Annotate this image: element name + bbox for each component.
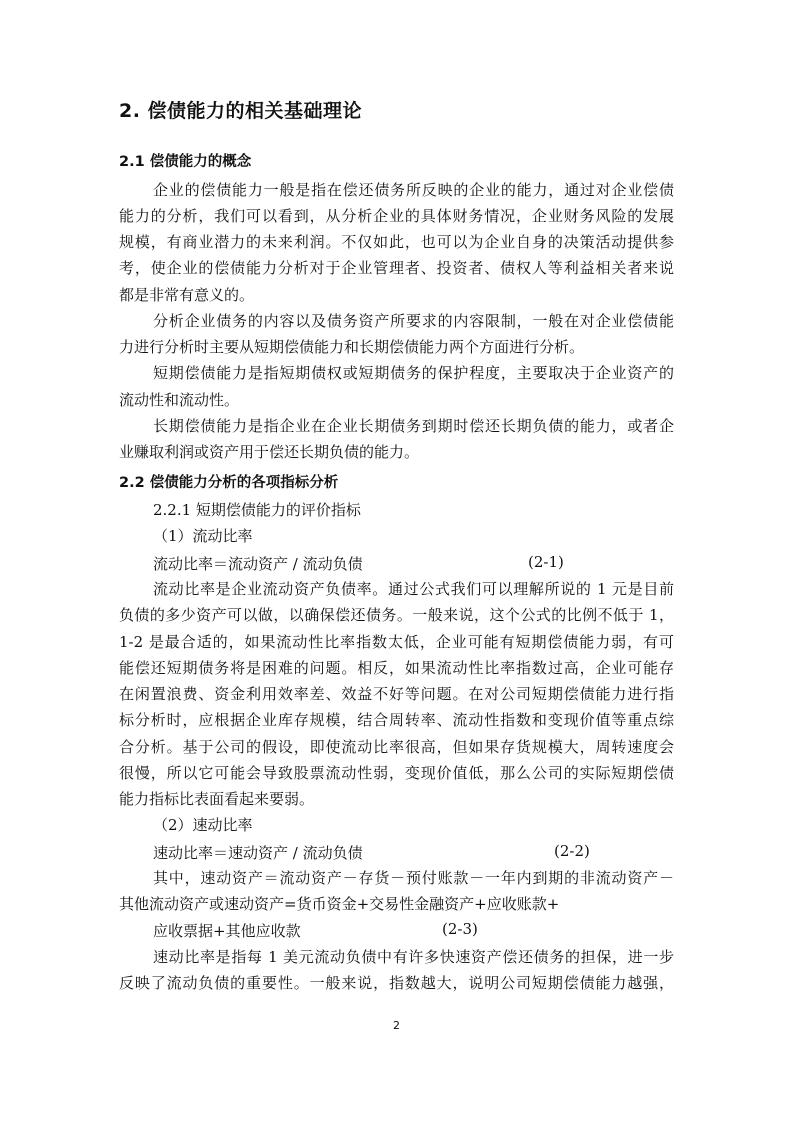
equation-number: (2-1) — [528, 553, 564, 571]
paragraph-line: 反映了流动负债的重要性。一般来说，指数越大，说明公司短期偿债能力越强， — [119, 974, 674, 992]
paragraph-line: 都是非常有意义的。 — [119, 286, 255, 304]
page-number: 2 — [393, 1019, 400, 1032]
chapter-heading: 2. 偿债能力的相关基础理论 — [119, 100, 363, 122]
list-item-label: （1）流动比率 — [153, 527, 253, 545]
paragraph-line: 其他流动资产或速动资产=货币资金+交易性金融资产+应收账款+ — [119, 895, 560, 913]
paragraph-line: 速动比率是指每 1 美元流动负债中有许多快速资产偿还债务的担保，进一步 — [153, 948, 674, 966]
subsection-title: 2.2.1 短期偿债能力的评价指标 — [153, 501, 361, 519]
equation-number: (2-3) — [442, 920, 478, 938]
paragraph-line: 企业的偿债能力一般是指在偿还债务所反映的企业的能力，通过对企业偿债 — [153, 181, 674, 199]
paragraph-line: 力进行分析时主要从短期偿债能力和长期偿债能力两个方面进行分析。 — [119, 338, 585, 356]
paragraph-line: 分析企业债务的内容以及债务资产所要求的内容限制，一般在对企业偿债能 — [153, 312, 674, 330]
paragraph-line: 流动比率是企业流动资产负债率。通过公式我们可以理解所说的 1 元是目前 — [153, 580, 674, 598]
paragraph-line: 能偿还短期债务将是困难的问题。相反，如果流动性比率指数过高，企业可能存 — [119, 659, 674, 677]
list-item-label: （2）速动比率 — [153, 816, 253, 834]
paragraph-line: 其中，速动资产＝流动资产－存货－预付账款－一年内到期的非流动资产－ — [153, 869, 674, 887]
paragraph-line: 标分析时，应根据企业库存规模，结合周转率、流动性指数和变现价值等重点综 — [119, 711, 674, 729]
paragraph-line: 流动性和流动性。 — [119, 391, 240, 409]
section-2-1-title: 2.1 偿债能力的概念 — [119, 154, 252, 170]
paragraph-line: 负债的多少资产可以做，以确保偿还债务。一般来说，这个公式的比例不低于 1， — [119, 606, 674, 624]
section-2-2-title: 2.2 偿债能力分析的各项指标分析 — [119, 475, 339, 491]
paragraph-line: 业赚取利润或资产用于偿还长期负债的能力。 — [119, 443, 420, 461]
paragraph-line: 能力指标比表面看起来要弱。 — [119, 790, 315, 808]
paragraph-line: 短期偿债能力是指短期债权或短期债务的保护程度，主要取决于企业资产的 — [153, 364, 674, 382]
paragraph-line: 规模，有商业潜力的未来利润。不仅如此，也可以为企业自身的决策活动提供参 — [119, 233, 674, 251]
equation-number: (2-2) — [554, 842, 590, 860]
paragraph-line: 合分析。基于公司的假设，即使流动比率很高，但如果存货规模大，周转速度会 — [119, 738, 674, 756]
formula-quick-ratio: 速动比率＝速动资产 / 流动负债 — [153, 844, 363, 862]
formula-current-ratio: 流动比率＝流动资产 / 流动负债 — [153, 555, 363, 573]
paragraph-line: 能力的分析，我们可以看到，从分析企业的具体财务情况，企业财务风险的发展 — [119, 207, 674, 225]
paragraph-line: 在闲置浪费、资金利用效率差、效益不好等问题。在对公司短期偿债能力进行指 — [119, 685, 674, 703]
paragraph-line: 长期偿债能力是指企业在企业长期债务到期时偿还长期负债的能力，或者企 — [153, 417, 674, 435]
paragraph-line: 考，使企业的偿债能力分析对于企业管理者、投资者、债权人等利益相关者来说 — [119, 259, 674, 277]
paragraph-line: 1-2 是最合适的，如果流动性比率指数太低，企业可能有短期偿债能力弱，有可 — [119, 633, 674, 651]
paragraph-line: 很慢，所以它可能会导致股票流动性弱，变现价值低，那么公司的实际短期偿债 — [119, 764, 674, 782]
formula-quick-assets: 应收票据+其他应收款 — [153, 922, 301, 940]
